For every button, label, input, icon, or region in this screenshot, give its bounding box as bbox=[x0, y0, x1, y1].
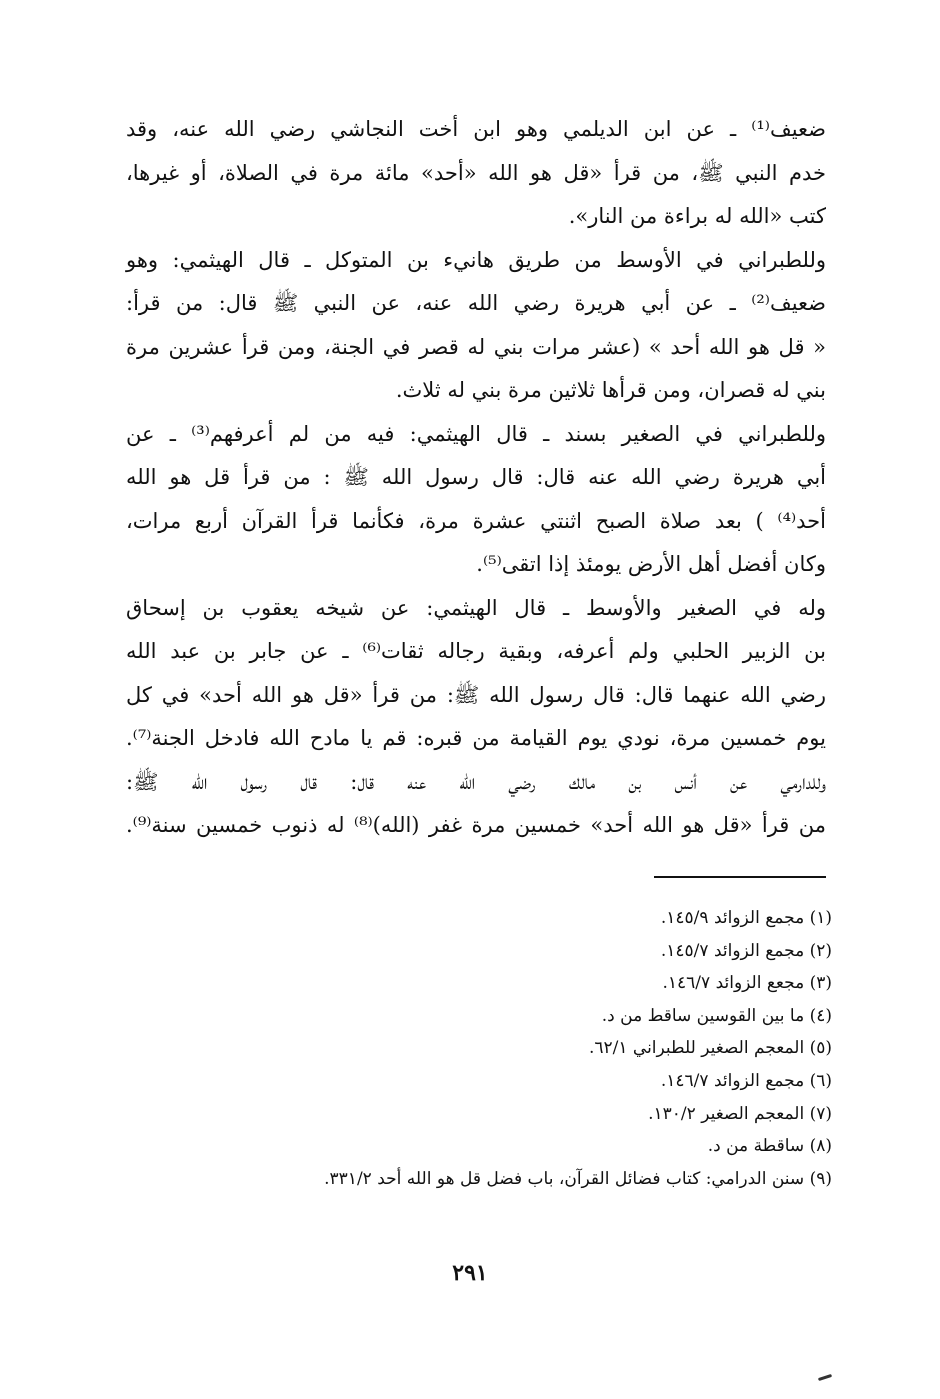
text-line: وكان أفضل أهل الأرض يومئذ إذا اتقى⁽⁵⁾. bbox=[476, 552, 826, 576]
footnotes bbox=[126, 902, 832, 1195]
footnote-item: (٨) ساقطة من د. bbox=[707, 1136, 832, 1157]
text-line: يوم خمسين مرة، نودي يوم القيامة من قبره: قم يا مادح الله فادخل الجنة⁽⁷⁾. bbox=[126, 726, 826, 750]
footnote-item: (٢) مجمع الزوائد ١٤٥/٧. bbox=[660, 940, 832, 961]
text-line: رضي الله عنهما قال: قال رسول الله ﷺ: من قرأ «قل هو الله أحد» في كل bbox=[126, 682, 826, 707]
text-line: كتب «الله له براءة من النار». bbox=[568, 204, 826, 228]
footnote-item: (٧) المعجم الصغير ١٣٠/٢. bbox=[648, 1103, 832, 1124]
footnote-item: (٤) ما بين القوسين ساقط من د. bbox=[601, 1005, 832, 1026]
text-line: خدم النبي ﷺ، من قرأ «قل هو الله «أحد» مائة مرة في الصلاة، أو غيرها، bbox=[126, 160, 826, 185]
footnote-item: (٩) سنن الدرامي: كتاب فضائل القرآن، باب فضل قل هو الله أحد ٣٣١/٢. bbox=[324, 1168, 832, 1189]
text-line: ضعيف⁽²⁾ ـ عن أبي هريرة رضي الله عنه، عن النبي ﷺ قال: من قرأ: bbox=[126, 291, 826, 315]
text-line: أبي هريرة رضي الله عنه قال: قال رسول الله ﷺ : من قرأ قل هو الله bbox=[126, 465, 826, 489]
page-number: ٢٩١ bbox=[452, 1260, 488, 1286]
footnote-item: (٥) المعجم الصغير للطبراني ٦٢/١. bbox=[588, 1038, 832, 1059]
text-line: بن الزبير الحلبي ولم أعرفه، وبقية رجاله ثقات⁽⁶⁾ ـ عن جابر بن عبد الله bbox=[126, 639, 827, 663]
text-line: وللطبراني في الصغير بسند ـ قال الهيثمي: فيه من لم أعرفهم⁽³⁾ ـ عن bbox=[126, 421, 826, 446]
footnote-divider bbox=[654, 876, 826, 878]
main-text bbox=[126, 108, 826, 848]
text-line: بني له قصران، ومن قرأها ثلاثين مرة بني له ثلاث. bbox=[395, 378, 826, 402]
text-line: وللطبراني في الأوسط من طريق هانيء بن المتوكل ـ قال الهيثمي: وهو bbox=[126, 247, 826, 272]
footnote-item: (٦) مجمع الزوائد ١٤٦/٧. bbox=[660, 1070, 832, 1091]
text-line: أحد⁽⁴⁾ ) بعد صلاة الصبح اثنتي عشرة مرة، فكأنما قرأ القرآن أربع مرات، bbox=[126, 508, 826, 533]
text-line: وله في الصغير والأوسط ـ قال الهيثمي: عن شيخه يعقوب بن إسحاق bbox=[126, 595, 826, 620]
scan-speck bbox=[818, 1374, 832, 1381]
text-line: من قرأ «قل هو الله أحد» خمسين مرة غفر (الله)⁽⁸⁾ له ذنوب خمسين سنة⁽⁹⁾. bbox=[126, 813, 827, 837]
footnote-item: (٣) مجعع الزوائد ١٤٦/٧. bbox=[662, 973, 832, 994]
text-line: وللدارمي عن أنس بن مالك رضي الله عنه قال: قال رسول الله ﷺ: bbox=[126, 769, 826, 794]
footnote-item: (١) مجمع الزوائد ١٤٥/٩. bbox=[660, 908, 832, 928]
text-line: « قل هو الله أحد » (عشر مرات بني له قصر في الجنة، ومن قرأ عشرين مرة bbox=[126, 334, 826, 359]
text-line: ضعيف⁽¹⁾ ـ عن ابن الديلمي وهو ابن أخت النجاشي رضي الله عنه، وقد bbox=[126, 117, 826, 141]
